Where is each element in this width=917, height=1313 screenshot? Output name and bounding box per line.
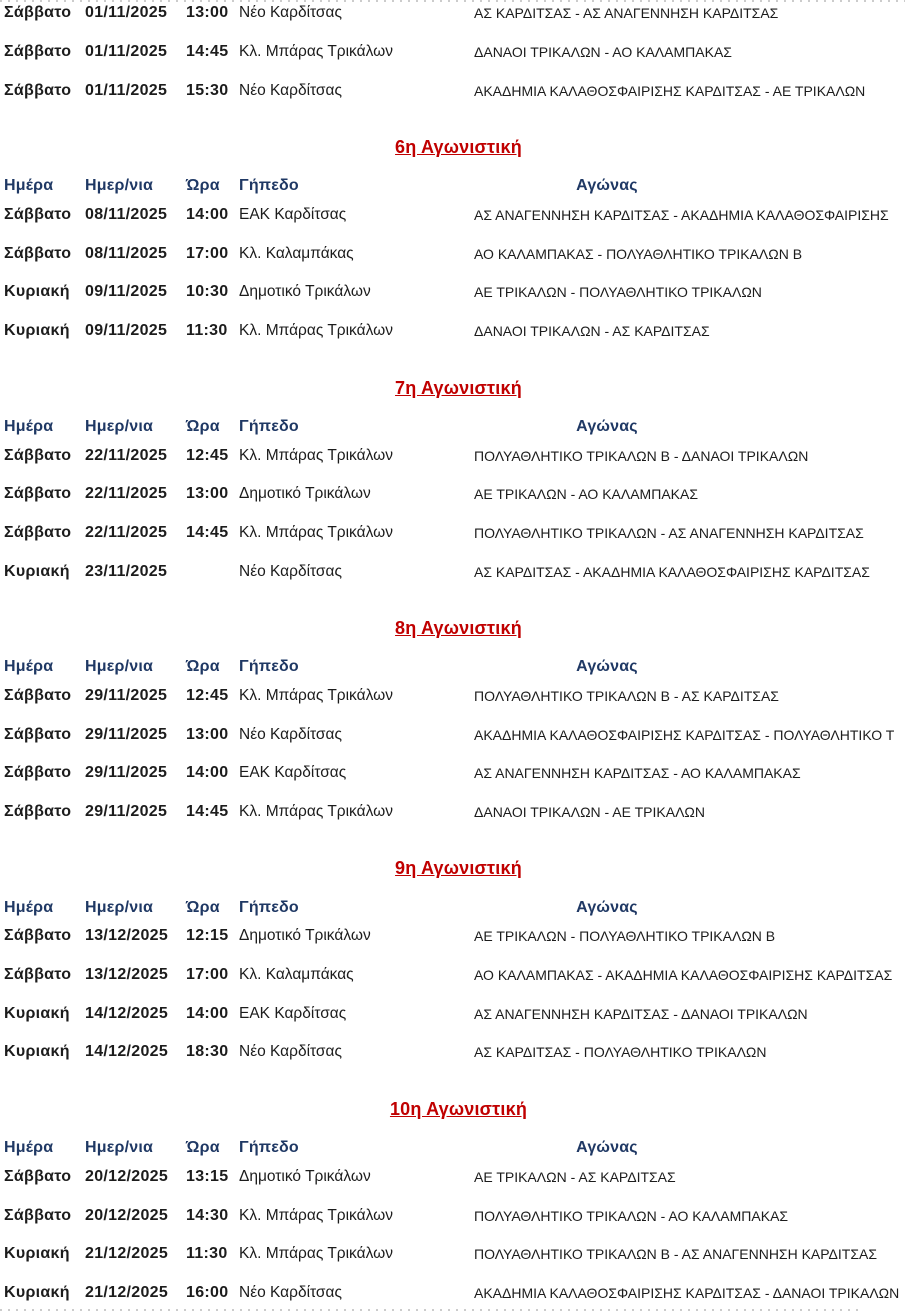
table-row xyxy=(0,312,917,351)
cell-date: 29/11/2025 xyxy=(85,686,168,704)
column-header-venue: Γήπεδο xyxy=(239,1139,299,1157)
cell-venue: Κλ. Μπάρας Τρικάλων xyxy=(239,523,393,541)
cell-time: 11:30 xyxy=(186,1245,228,1263)
cell-match: ΑΚΑΔΗΜΙΑ ΚΑΛΑΘΟΣΦΑΙΡΙΣΗΣ ΚΑΡΔΙΤΣΑΣ - ΔΑΝΑΟΙ ΤΡΙΚΑΛΩΝ xyxy=(474,1284,900,1301)
table-row xyxy=(0,1274,917,1313)
cell-time: 13:00 xyxy=(186,4,229,22)
cell-date: 29/11/2025 xyxy=(85,764,168,782)
table-row xyxy=(0,514,917,553)
cell-match: ΑΕ ΤΡΙΚΑΛΩΝ - ΠΟΛΥΑΘΛΗΤΙΚΟ ΤΡΙΚΑΛΩΝ xyxy=(474,284,762,301)
cell-time: 18:30 xyxy=(186,1043,229,1061)
cell-day: Κυριακή xyxy=(4,562,70,580)
cell-match: ΑΣ ΑΝΑΓΕΝΝΗΣΗ ΚΑΡΔΙΤΣΑΣ - ΑΚΑΔΗΜΙΑ ΚΑΛΑΘΟΣΦΑΙΡΙΣΗΣ xyxy=(474,207,889,224)
cell-date: 13/12/2025 xyxy=(85,927,169,945)
cell-match: ΠΟΛΥΑΘΛΗΤΙΚΟ ΤΡΙΚΑΛΩΝ Β - ΑΣ ΑΝΑΓΕΝΝΗΣΗ ΚΑΡΔΙΤΣΑΣ xyxy=(474,1246,877,1263)
table-row xyxy=(0,1235,917,1274)
cell-time: 13:15 xyxy=(186,1167,229,1185)
table-row xyxy=(0,552,917,591)
table-row xyxy=(0,196,917,235)
clipped-next-row-artifact xyxy=(0,1309,860,1311)
column-header-match: Αγώνας xyxy=(576,898,638,916)
cell-venue: Κλ. Καλαμπάκας xyxy=(239,966,354,984)
cell-venue: Κλ. Μπάρας Τρικάλων xyxy=(239,803,393,821)
cell-day: Σάββατο xyxy=(4,523,72,541)
cell-time: 14:45 xyxy=(186,803,229,821)
cell-date: 01/11/2025 xyxy=(85,4,168,22)
cell-venue: ΕΑΚ Καρδίτσας xyxy=(239,206,347,224)
cell-day: Σάββατο xyxy=(4,1206,72,1224)
cell-day: Σάββατο xyxy=(4,43,72,61)
cell-match: ΠΟΛΥΑΘΛΗΤΙΚΟ ΤΡΙΚΑΛΩΝ Β - ΑΣ ΚΑΡΔΙΤΣΑΣ xyxy=(474,687,779,704)
matchday-section-10 xyxy=(0,1090,917,1312)
cell-match: ΑΣ ΚΑΡΔΙΤΣΑΣ - ΑΣ ΑΝΑΓΕΝΝΗΣΗ ΚΑΡΔΙΤΣΑΣ xyxy=(474,5,779,22)
column-header-day: Ημέρα xyxy=(4,898,54,916)
cell-venue: Δημοτικό Τρικάλων xyxy=(239,283,371,301)
cell-date: 14/12/2025 xyxy=(85,1004,169,1022)
cell-day: Κυριακή xyxy=(4,1245,70,1263)
matchday-section-9 xyxy=(0,849,917,1071)
cell-time: 14:00 xyxy=(186,764,229,782)
table-row xyxy=(0,754,917,793)
cell-venue: Κλ. Μπάρας Τρικάλων xyxy=(239,322,393,340)
table-row xyxy=(0,436,917,475)
table-row xyxy=(0,273,917,312)
cell-match: ΠΟΛΥΑΘΛΗΤΙΚΟ ΤΡΙΚΑΛΩΝ - ΑΣ ΑΝΑΓΕΝΝΗΣΗ ΚΑΡΔΙΤΣΑΣ xyxy=(474,524,864,541)
cell-time: 11:30 xyxy=(186,322,228,340)
column-header-time: Ώρα xyxy=(186,417,220,435)
cell-venue: Κλ. Μπάρας Τρικάλων xyxy=(239,446,393,464)
cell-day: Σάββατο xyxy=(4,764,72,782)
table-row xyxy=(0,956,917,995)
cell-day: Σάββατο xyxy=(4,206,72,224)
section-title xyxy=(0,128,917,167)
column-header-date: Ημερ/νια xyxy=(85,177,154,195)
cell-time: 14:00 xyxy=(186,1004,229,1022)
cell-venue: Κλ. Καλαμπάκας xyxy=(239,244,354,262)
table-row xyxy=(0,33,917,72)
matchday-table-partial xyxy=(0,0,917,110)
cell-date: 29/11/2025 xyxy=(85,803,168,821)
cell-time: 14:45 xyxy=(186,523,229,541)
cell-date: 22/11/2025 xyxy=(85,523,168,541)
cell-venue: Νέο Καρδίτσας xyxy=(239,725,342,743)
cell-venue: Δημοτικό Τρικάλων xyxy=(239,1167,371,1185)
cell-time: 12:45 xyxy=(186,686,229,704)
cell-date: 22/11/2025 xyxy=(85,485,168,503)
cell-venue: Κλ. Μπάρας Τρικάλων xyxy=(239,1206,393,1224)
column-header-match: Αγώνας xyxy=(576,1139,638,1157)
table-row xyxy=(0,1158,917,1197)
cell-venue: ΕΑΚ Καρδίτσας xyxy=(239,764,347,782)
cell-day: Σάββατο xyxy=(4,446,72,464)
cell-time: 14:30 xyxy=(186,1206,229,1224)
clipped-previous-row-artifact xyxy=(0,0,905,2)
cell-date: 29/11/2025 xyxy=(85,725,168,743)
column-header-day: Ημέρα xyxy=(4,417,54,435)
cell-day: Σάββατο xyxy=(4,4,72,22)
cell-time: 12:15 xyxy=(186,927,229,945)
column-header-venue: Γήπεδο xyxy=(239,417,299,435)
cell-match: ΑΣ ΚΑΡΔΙΤΣΑΣ - ΠΟΛΥΑΘΛΗΤΙΚΟ ΤΡΙΚΑΛΩΝ xyxy=(474,1044,767,1061)
table-row xyxy=(0,1196,917,1235)
column-header-day: Ημέρα xyxy=(4,1139,54,1157)
table-row xyxy=(0,71,917,110)
column-header-time: Ώρα xyxy=(186,1139,220,1157)
cell-day: Σάββατο xyxy=(4,81,72,99)
cell-venue: Δημοτικό Τρικάλων xyxy=(239,485,371,503)
cell-match: ΑΕ ΤΡΙΚΑΛΩΝ - ΑΟ ΚΑΛΑΜΠΑΚΑΣ xyxy=(474,486,698,503)
cell-time: 13:00 xyxy=(186,725,229,743)
column-header-date: Ημερ/νια xyxy=(85,1139,154,1157)
section-title xyxy=(0,609,917,648)
column-header-match: Αγώνας xyxy=(576,177,638,195)
matchday-section-7 xyxy=(0,369,917,591)
cell-match: ΑΟ ΚΑΛΑΜΠΑΚΑΣ - ΑΚΑΔΗΜΙΑ ΚΑΛΑΘΟΣΦΑΙΡΙΣΗΣ ΚΑΡΔΙΤΣΑΣ xyxy=(474,967,893,984)
column-header-day: Ημέρα xyxy=(4,177,54,195)
cell-date: 13/12/2025 xyxy=(85,966,169,984)
cell-venue: Νέο Καρδίτσας xyxy=(239,562,342,580)
cell-day: Σάββατο xyxy=(4,686,72,704)
section-title-text: 9η Αγωνιστική xyxy=(395,858,522,879)
cell-date: 08/11/2025 xyxy=(85,206,168,224)
cell-time: 15:30 xyxy=(186,81,229,99)
column-header-venue: Γήπεδο xyxy=(239,898,299,916)
cell-match: ΑΕ ΤΡΙΚΑΛΩΝ - ΑΣ ΚΑΡΔΙΤΣΑΣ xyxy=(474,1168,676,1185)
cell-date: 23/11/2025 xyxy=(85,562,168,580)
cell-match: ΠΟΛΥΑΘΛΗΤΙΚΟ ΤΡΙΚΑΛΩΝ - ΑΟ ΚΑΛΑΜΠΑΚΑΣ xyxy=(474,1207,789,1224)
cell-day: Σάββατο xyxy=(4,927,72,945)
cell-venue: Νέο Καρδίτσας xyxy=(239,81,342,99)
cell-date: 20/12/2025 xyxy=(85,1167,169,1185)
section-title-text: 8η Αγωνιστική xyxy=(395,617,522,638)
cell-venue: Δημοτικό Τρικάλων xyxy=(239,927,371,945)
cell-day: Κυριακή xyxy=(4,1283,70,1301)
cell-venue: Κλ. Μπάρας Τρικάλων xyxy=(239,686,393,704)
cell-match: ΑΕ ΤΡΙΚΑΛΩΝ - ΠΟΛΥΑΘΛΗΤΙΚΟ ΤΡΙΚΑΛΩΝ Β xyxy=(474,928,776,945)
table-row xyxy=(0,793,917,832)
cell-venue: Νέο Καρδίτσας xyxy=(239,4,342,22)
cell-date: 20/12/2025 xyxy=(85,1206,169,1224)
column-header-match: Αγώνας xyxy=(576,417,638,435)
table-row xyxy=(0,1033,917,1072)
cell-venue: Νέο Καρδίτσας xyxy=(239,1283,342,1301)
table-row xyxy=(0,715,917,754)
cell-time: 17:00 xyxy=(186,244,229,262)
cell-venue: Κλ. Μπάρας Τρικάλων xyxy=(239,1245,393,1263)
cell-match: ΑΟ ΚΑΛΑΜΠΑΚΑΣ - ΠΟΛΥΑΘΛΗΤΙΚΟ ΤΡΙΚΑΛΩΝ Β xyxy=(474,245,803,262)
section-title xyxy=(0,1090,917,1129)
cell-day: Σάββατο xyxy=(4,966,72,984)
column-header-time: Ώρα xyxy=(186,898,220,916)
cell-time: 16:00 xyxy=(186,1283,229,1301)
cell-date: 22/11/2025 xyxy=(85,446,168,464)
table-row xyxy=(0,677,917,716)
cell-day: Κυριακή xyxy=(4,1043,70,1061)
cell-match: ΔΑΝΑΟΙ ΤΡΙΚΑΛΩΝ - ΑΟ ΚΑΛΑΜΠΑΚΑΣ xyxy=(474,44,732,61)
cell-date: 09/11/2025 xyxy=(85,322,168,340)
section-title-text: 7η Αγωνιστική xyxy=(395,377,522,398)
section-title xyxy=(0,849,917,888)
cell-venue: Νέο Καρδίτσας xyxy=(239,1043,342,1061)
cell-match: ΑΚΑΔΗΜΙΑ ΚΑΛΑΘΟΣΦΑΙΡΙΣΗΣ ΚΑΡΔΙΤΣΑΣ - ΑΕ ΤΡΙΚΑΛΩΝ xyxy=(474,82,866,99)
section-title-text: 6η Αγωνιστική xyxy=(395,137,522,158)
cell-time: 17:00 xyxy=(186,966,229,984)
cell-time: 10:30 xyxy=(186,283,229,301)
column-header-match: Αγώνας xyxy=(576,658,638,676)
cell-time: 14:00 xyxy=(186,206,229,224)
cell-date: 01/11/2025 xyxy=(85,81,168,99)
cell-match: ΔΑΝΑΟΙ ΤΡΙΚΑΛΩΝ - ΑΣ ΚΑΡΔΙΤΣΑΣ xyxy=(474,323,710,340)
cell-date: 14/12/2025 xyxy=(85,1043,169,1061)
cell-day: Σάββατο xyxy=(4,485,72,503)
column-header-time: Ώρα xyxy=(186,658,220,676)
cell-venue: Κλ. Μπάρας Τρικάλων xyxy=(239,43,393,61)
column-header-day: Ημέρα xyxy=(4,658,54,676)
cell-match: ΑΣ ΑΝΑΓΕΝΝΗΣΗ ΚΑΡΔΙΤΣΑΣ - ΑΟ ΚΑΛΑΜΠΑΚΑΣ xyxy=(474,765,801,782)
cell-day: Σάββατο xyxy=(4,1167,72,1185)
cell-date: 08/11/2025 xyxy=(85,244,168,262)
matchday-section-6 xyxy=(0,128,917,350)
cell-date: 21/12/2025 xyxy=(85,1245,169,1263)
table-row xyxy=(0,917,917,956)
cell-time: 12:45 xyxy=(186,446,229,464)
table-row xyxy=(0,994,917,1033)
cell-day: Κυριακή xyxy=(4,1004,70,1022)
column-header-date: Ημερ/νια xyxy=(85,898,154,916)
cell-venue: ΕΑΚ Καρδίτσας xyxy=(239,1004,347,1022)
cell-day: Σάββατο xyxy=(4,803,72,821)
cell-day: Κυριακή xyxy=(4,322,70,340)
cell-day: Κυριακή xyxy=(4,283,70,301)
cell-match: ΑΣ ΑΝΑΓΕΝΝΗΣΗ ΚΑΡΔΙΤΣΑΣ - ΔΑΝΑΟΙ ΤΡΙΚΑΛΩΝ xyxy=(474,1005,808,1022)
column-header-venue: Γήπεδο xyxy=(239,658,299,676)
section-title xyxy=(0,369,917,408)
cell-date: 21/12/2025 xyxy=(85,1283,169,1301)
cell-time: 13:00 xyxy=(186,485,229,503)
section-title-text: 10η Αγωνιστική xyxy=(389,1098,528,1119)
table-row xyxy=(0,0,917,33)
cell-match: ΠΟΛΥΑΘΛΗΤΙΚΟ ΤΡΙΚΑΛΩΝ Β - ΔΑΝΑΟΙ ΤΡΙΚΑΛΩΝ xyxy=(474,447,809,464)
cell-date: 09/11/2025 xyxy=(85,283,168,301)
column-header-time: Ώρα xyxy=(186,177,220,195)
matchday-section-8 xyxy=(0,609,917,831)
column-header-date: Ημερ/νια xyxy=(85,658,154,676)
column-header-date: Ημερ/νια xyxy=(85,417,154,435)
cell-match: ΑΚΑΔΗΜΙΑ ΚΑΛΑΘΟΣΦΑΙΡΙΣΗΣ ΚΑΡΔΙΤΣΑΣ - ΠΟΛΥΑΘΛΗΤΙΚΟ Τ xyxy=(474,726,895,743)
column-header-venue: Γήπεδο xyxy=(239,177,299,195)
cell-day: Σάββατο xyxy=(4,725,72,743)
cell-time: 14:45 xyxy=(186,43,229,61)
table-row xyxy=(0,234,917,273)
cell-match: ΔΑΝΑΟΙ ΤΡΙΚΑΛΩΝ - ΑΕ ΤΡΙΚΑΛΩΝ xyxy=(474,804,706,821)
cell-match: ΑΣ ΚΑΡΔΙΤΣΑΣ - ΑΚΑΔΗΜΙΑ ΚΑΛΑΘΟΣΦΑΙΡΙΣΗΣ ΚΑΡΔΙΤΣΑΣ xyxy=(474,563,870,580)
cell-day: Σάββατο xyxy=(4,244,72,262)
table-row xyxy=(0,475,917,514)
cell-date: 01/11/2025 xyxy=(85,43,168,61)
